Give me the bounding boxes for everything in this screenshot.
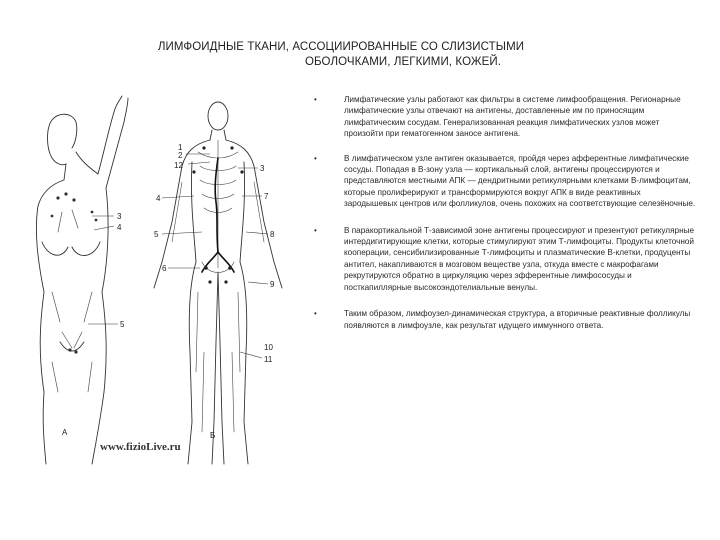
left-figure-arm-back: [106, 98, 128, 188]
right-caption: Б: [210, 431, 216, 440]
left-figure-neck: [38, 164, 66, 206]
left-label-1: 3: [117, 212, 122, 221]
right-label-4: 3: [260, 164, 265, 173]
right-figure-neck: [210, 130, 226, 140]
left-label-3: 5: [120, 320, 125, 329]
right-label-6: 5: [154, 230, 159, 239]
right-label-8: 7: [264, 192, 269, 201]
bullet-list: [312, 94, 696, 331]
bullet-dot: •: [314, 225, 317, 235]
title-line-1: ЛИМФОИДНЫЕ ТКАНИ, АССОЦИИРОВАННЫЕ СО СЛИЗИСТЫМИ: [157, 41, 525, 53]
right-label-11: 10: [264, 343, 273, 352]
right-figure-right-side: [240, 162, 248, 464]
right-label-7: 6: [162, 264, 167, 273]
right-figure-left-side: [188, 162, 196, 464]
lymphatic-system-illustration: [22, 92, 308, 472]
left-figure-arm-raised: [98, 96, 122, 174]
left-figure-face: [48, 120, 67, 165]
right-label-2: 2: [178, 151, 183, 160]
left-figure-breast-right: [72, 242, 100, 256]
right-label-9: 8: [270, 230, 275, 239]
bullet-dot: •: [314, 95, 317, 104]
title-line-2: ОБОЛОЧКАМИ, ЛЕГКИМИ, КОЖЕЙ.: [304, 56, 502, 68]
anatomy-drawing: [22, 92, 308, 472]
left-figure-leg-left: [43, 392, 46, 464]
bullet-text: В паракортикальной Т-зависимой зоне антигены процессируют и презентуют ретикулярные интердигитирующие клетки, которые стимулируют этим Т-лимфоциты. Продукты клеточной кооперации, сенсибилизированные Т-лимфоциты и плазматические В-клетки, продуценты антител, накапливаются в мозговом веществе узла, откуда вместе с макрофагами рекрутируются обратно в циркуляцию через эфферентные лимфососуды и посткапиллярные высокоэндотелиальные венулы.: [344, 225, 695, 292]
bullet-item: [312, 225, 696, 293]
left-figure-head: [52, 114, 77, 148]
watermark-url: www.fizioLive.ru: [100, 441, 181, 453]
bullet-item: [312, 153, 696, 210]
bullet-text: В лимфатическом узле антиген оказывается, пройдя через афферентные лимфатические сосуды. Попадая в В-зону узла — кортикальный слой, антигены процессируются и представляются местными АПК — дендритными ретикулярными клетками В-лимфоцитам, которые пролиферируют и трансформируются вокруг АПК в виде реактивных зародышевых центров или фолликулов, очень похожих на соответствующие селезёночные.: [344, 153, 696, 209]
right-label-12: 11: [264, 355, 273, 364]
left-figure-breast-left: [42, 242, 68, 255]
left-caption: А: [62, 428, 68, 437]
bullet-text: Таким образом, лимфоузел-динамическая структура, а вторичные реактивные фолликулы появляются в лимфоузле, как результат идущего иммунного ответа.: [344, 309, 691, 330]
bullet-dot: •: [314, 153, 317, 163]
slide-title: [0, 40, 720, 70]
left-figure-right-contour: [102, 188, 108, 392]
left-figure-pelvis: [60, 342, 84, 351]
right-label-3: 12: [174, 161, 183, 170]
right-label-10: 9: [270, 280, 275, 289]
left-label-2: 4: [117, 223, 122, 232]
bullet-item: [312, 308, 696, 331]
right-label-1: 1: [178, 143, 183, 152]
bullet-dot: •: [314, 309, 317, 319]
right-figure-arm-right: [226, 140, 282, 288]
right-figure-head: [208, 102, 228, 130]
right-label-5: 4: [156, 194, 161, 203]
bullet-item: [312, 94, 696, 140]
left-figure-left-contour: [36, 206, 44, 392]
bullet-text: Лимфатические узлы работают как фильтры в системе лимфообращения. Регионарные лимфатические узлы отвечают на антигены, доставленные им по приносящим лимфатическим сосудам. Генерализованная реакция лимфатических узлов может произойти при гематогенном заносе антигена.: [344, 95, 681, 139]
left-figure-shoulder: [76, 152, 98, 174]
left-figure-leg-right: [92, 392, 104, 464]
